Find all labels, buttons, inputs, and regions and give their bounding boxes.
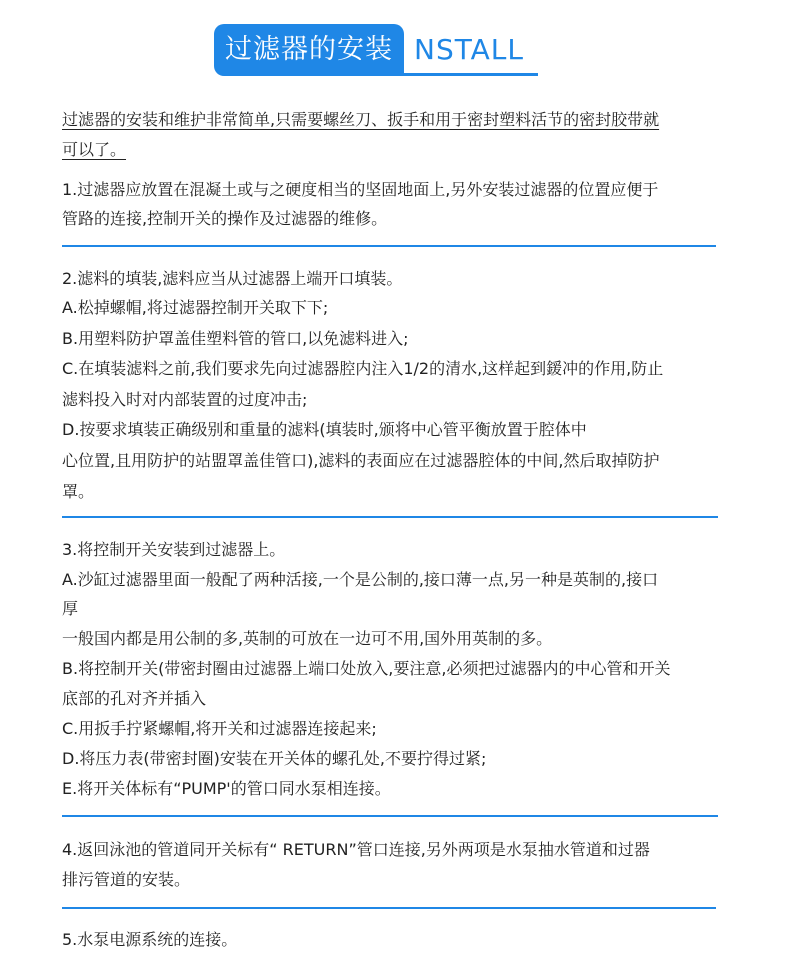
section3-item-d: D.将压力表(带密封圈)安装在开关体的螺孔处,不要拧得过紧; xyxy=(62,749,487,768)
section2-item-d-line-3: 罩。 xyxy=(62,482,95,501)
section2-item-d-line-2: 心位置,且用防护的站盟罩盖佳管口),滤料的表面应在过滤器腔体的中间,然后取掉防护 xyxy=(62,451,660,470)
section3-item-c: C.用扳手拧紧螺帽,将开关和过滤器连接起来; xyxy=(62,719,377,738)
section3-item-b-line-2: 底部的孔对齐并插入 xyxy=(62,689,207,708)
header-title-en: NSTALL xyxy=(414,33,525,66)
section3-title: 3.将控制开关安装到过滤器上。 xyxy=(62,540,286,559)
section3-item-a-line-1: A.沙缸过滤器里面一般配了两种活接,一个是公制的,接口薄一点,另一种是英制的,接口 xyxy=(62,570,659,589)
divider-1 xyxy=(62,245,716,247)
section1-line-2: 管路的连接,控制开关的操作及过滤器的维修。 xyxy=(62,209,388,228)
section4-line-2: 排污管道的安装。 xyxy=(62,870,191,889)
section4-line-1: 4.返回泳池的管道同开关标有“ RETURN”管口连接,另外两项是水泵抽水管道和过器 xyxy=(62,840,650,859)
section2-item-c-line-2: 滤料投入时对内部装置的过度冲击; xyxy=(62,390,308,409)
intro-line-1: 过滤器的安装和维护非常简单,只需要螺丝刀、扳手和用于密封塑料活节的密封胶带就 xyxy=(62,110,660,129)
divider-2 xyxy=(62,516,718,518)
section2-item-a: A.松掉螺帽,将过滤器控制开关取下下; xyxy=(62,298,329,317)
header-title-cn: 过滤器的安装 xyxy=(214,24,404,76)
section2-title: 2.滤料的填装,滤料应当从过滤器上端开口填装。 xyxy=(62,269,403,288)
section2-item-b: B.用塑料防护罩盖佳塑料管的管口,以免滤料进入; xyxy=(62,329,409,348)
section3-item-a-line-2: 厚 xyxy=(62,599,79,618)
section3-item-e: E.将开关体标有“PUMP'的管口同水泵相连接。 xyxy=(62,779,391,798)
divider-4 xyxy=(62,907,716,909)
section5-title: 5.水泵电源系统的连接。 xyxy=(62,930,238,949)
section-header xyxy=(214,24,540,76)
section1-line-1: 1.过滤器应放置在混凝土或与之硬度相当的坚固地面上,另外安装过滤器的位置应便于 xyxy=(62,180,659,199)
header-underline xyxy=(404,73,538,76)
divider-3 xyxy=(62,815,718,817)
section3-item-b-line-1: B.将控制开关(带密封圈由过滤器上端口处放入,要注意,必须把过滤器内的中心管和开关 xyxy=(62,659,671,678)
intro-line-2: 可以了。 xyxy=(62,140,127,159)
section2-item-d-line-1: D.按要求填装正确级别和重量的滤料(填装时,颁将中心管平衡放置于腔体中 xyxy=(62,420,587,439)
section2-item-c-line-1: C.在填装滤料之前,我们要求先向过滤器腔内注入1/2的清水,这样起到鍰冲的作用,防止 xyxy=(62,359,664,378)
section3-item-a-line-3: 一般国内都是用公制的多,英制的可放在一边可不用,国外用英制的多。 xyxy=(62,629,553,648)
